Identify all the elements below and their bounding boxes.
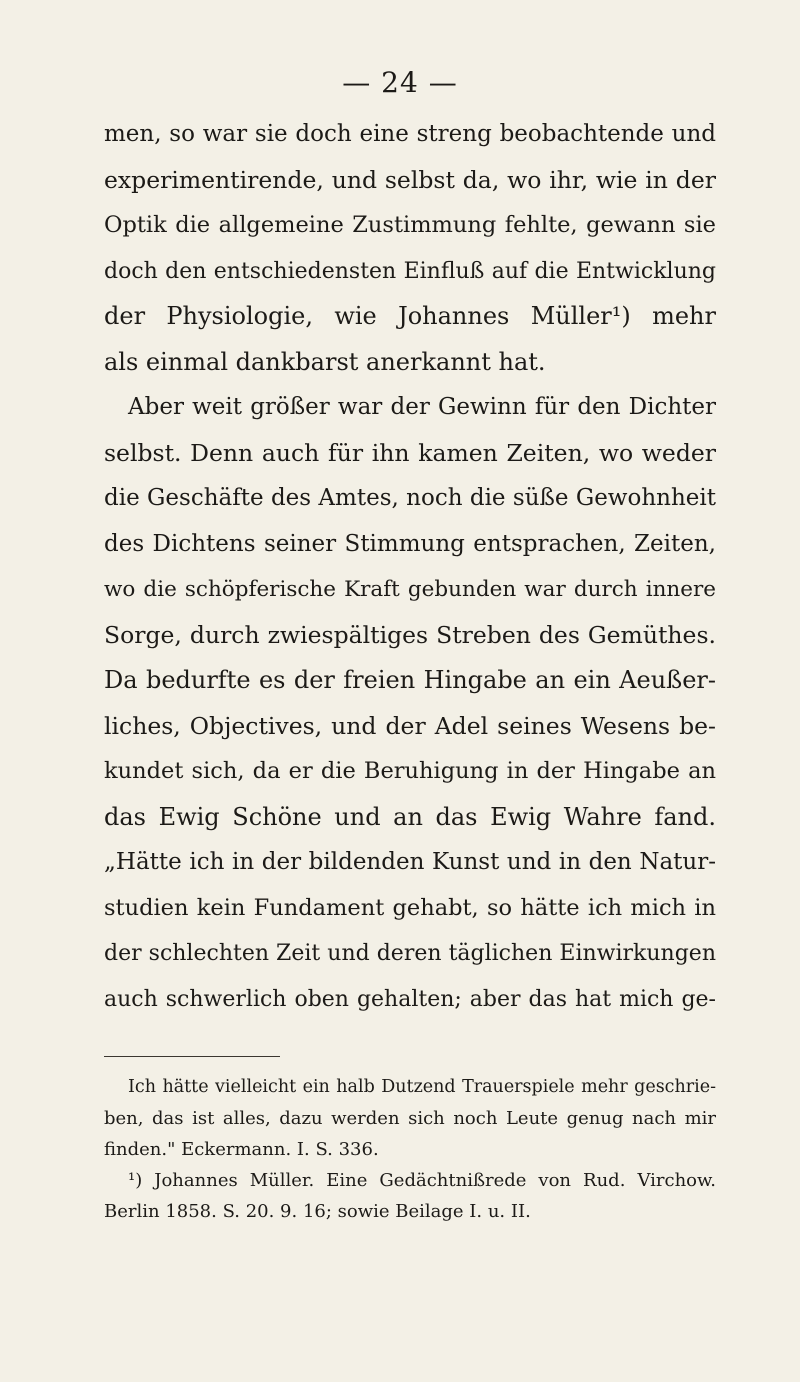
footnote-line: Ich hätte vielleicht ein halb Dutzend Trauerspiele mehr geschrie- [128,1077,716,1097]
footnote-line: ben, das ist alles, dazu werden sich noch Leute genug nach mir [104,1108,716,1129]
text-line: als einmal dankbarst anerkannt hat. [104,347,546,376]
footnote-line: ¹) Johannes Müller. Eine Gedächtnißrede von Rud. Virchow. [128,1170,716,1191]
body-text [104,112,716,1022]
text-line: experimentirende, und selbst da, wo ihr, wie in der [104,165,716,194]
text-line: kundet sich, da er die Beruhigung in der Hingabe an [104,758,716,784]
text-line: die Geschäfte des Amtes, noch die süße Gewohnheit [104,485,716,511]
text-line: Aber weit größer war der Gewinn für den Dichter [128,394,716,420]
text-line: der Physiologie, wie Johannes Müller¹) mehr [104,302,716,330]
text-line: des Dichtens seiner Stimmung entsprachen, Zeiten, [104,530,716,557]
text-line: Sorge, durch zwiespältiges Streben des Gemüthes. [104,620,716,649]
text-line: „Hätte ich in der bildenden Kunst und in den Natur- [104,849,716,875]
footnotes [104,1072,716,1227]
text-line: men, so war sie doch eine streng beobachtende und [104,121,716,147]
text-line: doch den entschiedensten Einfluß auf die Entwicklung [104,258,716,284]
text-line: auch schwerlich oben gehalten; aber das hat mich ge- [104,986,716,1012]
text-line: der schlechten Zeit und deren täglichen Einwirkungen [104,941,716,966]
text-line: studien kein Fundament gehabt, so hätte ich mich in [104,894,716,921]
footnote-divider [104,1056,280,1057]
footnote-line: Berlin 1858. S. 20. 9. 16; sowie Beilage I. u. II. [104,1201,531,1222]
text-line: Da bedurfte es der freien Hingabe an ein Aeußer- [104,666,716,694]
footnote-line: finden." Eckermann. I. S. 336. [104,1139,379,1160]
page-number: — 24 — [342,66,458,99]
text-line: wo die schöpferische Kraft gebunden war durch innere [104,577,716,602]
text-line: Optik die allgemeine Zustimmung fehlte, gewann sie [104,212,716,238]
text-line: das Ewig Schöne und an das Ewig Wahre fand. [104,802,716,831]
text-line: liches, Objectives, und der Adel seines Wesens be- [104,711,716,740]
text-line: selbst. Denn auch für ihn kamen Zeiten, wo weder [104,438,716,467]
